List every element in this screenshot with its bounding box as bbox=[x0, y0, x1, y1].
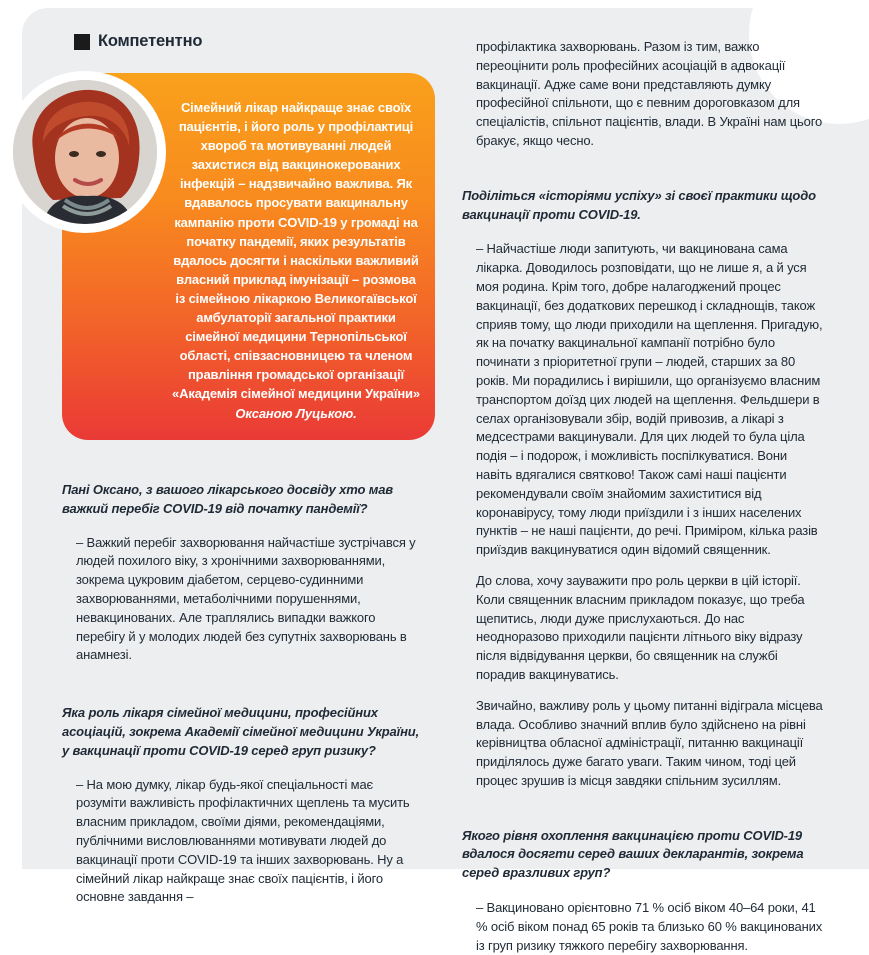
portrait-frame bbox=[4, 71, 166, 233]
section-header bbox=[74, 32, 202, 51]
woman-portrait-icon bbox=[13, 80, 157, 224]
answer-2: – На мою думку, лікар будь-якої спеціальності має розуміти важливість профілактичних щеплень та мусить власним прикладом, своїми діями, рекомендаціями, публічними висловлюваннями мотивувати людей до вакцинації проти COVID-19 та інших захворювань. Ну а сімейний лікар найкраще знає своїх пацієнтів, і його основне завдання – bbox=[76, 776, 410, 905]
answer-1: – Важкий перебіг захворювання найчастіше зустрічався у людей похилого віку, з хронічними захворюваннями, зокрема цукровим діабетом, серцево-судинними захворюваннями, метаболічними порушеннями, невакцинованих. Але траплялись випадки важкого перебігу й у молодих людей без супутніх захворювань в анамнезі. bbox=[76, 534, 416, 663]
paragraph-authorities: Звичайно, важливу роль у цьому питанні відіграла місцева влада. Особливо значний вплив було здійснено на рівні керівництва обласної адміністрації, питанню вакцинації приділялось дуже багато уваги. Таким чином, тоді цей процес зрушив із місця завдяки спільним зусиллям. bbox=[476, 697, 823, 788]
question-1: Пані Оксано, з вашого лікарського досвіду хто мав важкий перебіг COVID-19 від початку пандемії? bbox=[62, 482, 393, 516]
paragraph-church: До слова, хочу зауважити про роль церкви в цій історії. Коли священник власним прикладом показує, що треба щепитись, люди дуже прислухаються. До нас неодноразово приходили пацієнти літнього віку відразу після відвідування церкви, бо священник на службі порадив вакцинуватись. bbox=[476, 572, 805, 682]
question-4: Якого рівня охоплення вакцинацією проти COVID-19 вдалося досягти серед ваших декларантів, зокрема серед вразливих груп? bbox=[462, 827, 804, 881]
paragraph-continuation: профілактика захворювань. Разом із тим, важко переоцінити роль професійних асоціацій в адвокації вакцинації. Адже саме вони представляють думку професійної спільноти, що є певним дороговказом для спеціалістів, спільнот пацієнтів, влади. В Україні нам цього бракує, якщо чесно. bbox=[476, 39, 823, 148]
right-column bbox=[462, 38, 826, 955]
answer-3: – Найчастіше люди запитують, чи вакцинована сама лікарка. Доводилось розповідати, що не лише я, а й уся моя родина. Крім того, добре налагоджений процес вакцинації, без додаткових перешкод і складнощів, також сприяв тому, що люди приходили на щеплення. Пригадую, як на початку вакцинальної кампанії потрібно було починати з пріоритетної групи – людей, старших за 80 років. Ми порадились і вирішили, що організуємо власним транспортом доїзд цих людей на щеплення. Фельдшери в селах організовували збір, водій привозив, а лікарі з медсестрами вакцинували. Для цих людей то була ціла подія – і подорож, і можливість поспілкуватися. Вони навіть вдягалися святково! Також самі наші пацієнти рекомендували своїм знайомим захиститися від коронавірусу, тому люди приїздили і з інших населених пунктів – не наші пацієнти, до речі. Приміром, кілька разів приїздив вакцинуватися один відомий священник. bbox=[476, 241, 823, 558]
left-column bbox=[62, 481, 424, 907]
answer-4: – Вакциновано орієнтовно 71 % осіб віком 40–64 роки, 41 % осіб віком понад 65 років та близько 60 % вакцинованих із груп ризику тяжкого перебігу захворювання. bbox=[476, 900, 823, 953]
intro-body: Сімейний лікар найкраще знає своїх пацієнтів, і його роль у профілактиці хвороб та мотивуванні людей захистися від вакцинокерованих інфекцій – надзвичайно важлива. Як вдавалось просувати вакцинальну кампанію проти COVID-19 у громаді на початку пандемії, яких результатів вдалось досягти і наскільки важливий власний приклад імунізації – розмова із сімейною лікаркою Великогаївської амбулаторії загальної практики сімейної медицини Тернопільської області, співзасновницею та членом правління громадської організації «Академія сімейної медицини України» bbox=[172, 100, 420, 402]
question-3: Поділіться «історіями успіху» зі своєї практики щодо вакцинації проти COVID-19. bbox=[462, 187, 816, 222]
question-2: Яка роль лікаря сімейної медицини, професійних асоціацій, зокрема Академії сімейної медицини України, у вакцинації проти COVID-19 серед груп ризику? bbox=[62, 705, 420, 758]
intro-name: Оксаною Луцькою. bbox=[235, 405, 357, 421]
portrait-photo bbox=[13, 80, 157, 224]
intro-text bbox=[170, 98, 422, 423]
square-bullet-icon bbox=[74, 34, 90, 50]
section-title: Компетентно bbox=[98, 32, 203, 50]
